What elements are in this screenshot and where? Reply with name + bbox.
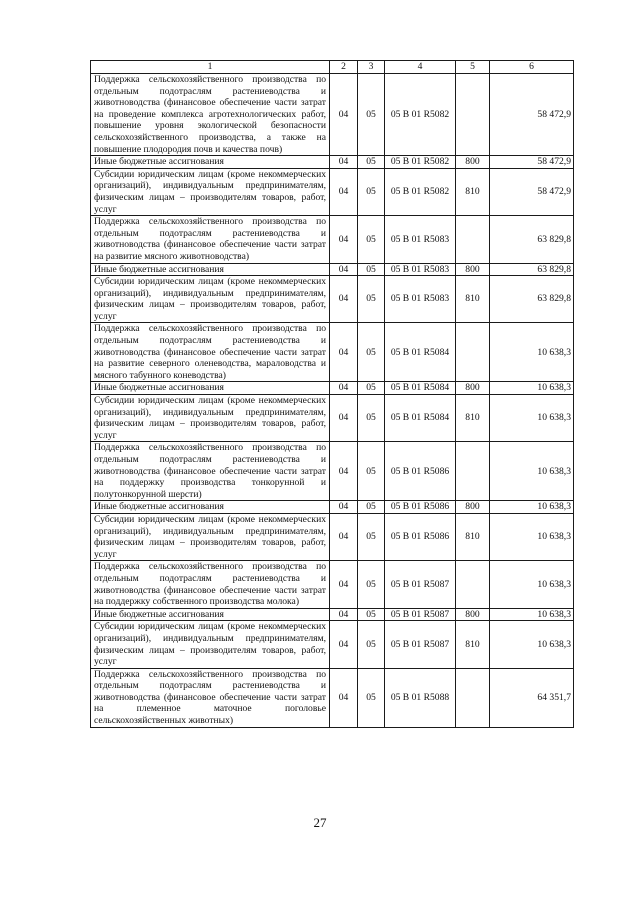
section-cell: 04 [330,668,358,727]
subsection-cell: 05 [358,608,385,621]
table-row [91,276,574,323]
table-row [91,442,574,501]
section-cell: 04 [330,156,358,169]
amount-cell: 64 351,7 [490,668,574,727]
table-header-row [91,61,574,74]
target-article-cell: 05 В 01 R5083 [385,276,456,323]
target-article-cell: 05 В 01 R5083 [385,216,456,263]
amount-cell: 58 472,9 [490,168,574,215]
subsection-cell: 05 [358,561,385,608]
column-header: 4 [385,61,456,74]
expense-type-cell [456,668,490,727]
table-row [91,216,574,263]
section-cell: 04 [330,263,358,276]
target-article-cell: 05 В 01 R5087 [385,621,456,668]
amount-cell: 58 472,9 [490,74,574,156]
target-article-cell: 05 В 01 R5086 [385,442,456,501]
section-cell: 04 [330,276,358,323]
section-cell: 04 [330,501,358,514]
table-row [91,168,574,215]
expense-type-cell [456,74,490,156]
subsection-cell: 05 [358,501,385,514]
expense-type-cell: 800 [456,382,490,395]
page-number: 27 [313,815,327,830]
description-cell: Иные бюджетные ассигнования [91,608,330,621]
section-cell: 04 [330,74,358,156]
description-cell: Поддержка сельскохозяйственного производства по отдельным подотраслям растениеводства и животноводства (финансовое обеспечение части затрат на поддержку производства тонкорунной и полутонкорунной шерсти) [91,442,330,501]
amount-cell: 10 638,3 [490,395,574,442]
expense-type-cell: 800 [456,156,490,169]
amount-cell: 58 472,9 [490,156,574,169]
target-article-cell: 05 В 01 R5083 [385,263,456,276]
table-row [91,668,574,727]
expense-type-cell [456,561,490,608]
target-article-cell: 05 В 01 R5082 [385,168,456,215]
description-cell: Субсидии юридическим лицам (кроме некоммерческих организаций), индивидуальным предпринимателям, физическим лицам – производителям товаров, работ, услуг [91,621,330,668]
subsection-cell: 05 [358,276,385,323]
target-article-cell: 05 В 01 R5086 [385,513,456,560]
description-cell: Поддержка сельскохозяйственного производства по отдельным подотраслям растениеводства и животноводства (финансовое обеспечение части затрат на развитие мясного животноводства) [91,216,330,263]
description-cell: Иные бюджетные ассигнования [91,156,330,169]
subsection-cell: 05 [358,668,385,727]
expense-type-cell: 800 [456,263,490,276]
description-cell: Иные бюджетные ассигнования [91,382,330,395]
description-cell: Поддержка сельскохозяйственного производства по отдельным подотраслям растениеводства и животноводства (финансовое обеспечение части затрат на проведение комплекса агротехнологических работ, повышение уровня экологической безопасности сельскохозяйственного производства, а также на повышение плодородия почв и качества почв) [91,74,330,156]
table-row [91,382,574,395]
amount-cell: 10 638,3 [490,513,574,560]
amount-cell: 10 638,3 [490,382,574,395]
section-cell: 04 [330,168,358,215]
description-cell: Субсидии юридическим лицам (кроме некоммерческих организаций), индивидуальным предпринимателям, физическим лицам – производителям товаров, работ, услуг [91,168,330,215]
subsection-cell: 05 [358,263,385,276]
amount-cell: 10 638,3 [490,323,574,382]
section-cell: 04 [330,513,358,560]
description-cell: Субсидии юридическим лицам (кроме некоммерческих организаций), индивидуальным предпринимателям, физическим лицам – производителям товаров, работ, услуг [91,395,330,442]
table-row [91,323,574,382]
target-article-cell: 05 В 01 R5084 [385,323,456,382]
expense-type-cell: 800 [456,501,490,514]
table-row [91,608,574,621]
subsection-cell: 05 [358,216,385,263]
target-article-cell: 05 В 01 R5087 [385,561,456,608]
section-cell: 04 [330,442,358,501]
subsection-cell: 05 [358,323,385,382]
column-header: 3 [358,61,385,74]
amount-cell: 10 638,3 [490,621,574,668]
table-row [91,74,574,156]
description-cell: Иные бюджетные ассигнования [91,263,330,276]
amount-cell: 10 638,3 [490,561,574,608]
subsection-cell: 05 [358,168,385,215]
amount-cell: 10 638,3 [490,442,574,501]
expense-type-cell [456,442,490,501]
amount-cell: 63 829,8 [490,216,574,263]
section-cell: 04 [330,621,358,668]
target-article-cell: 05 В 01 R5088 [385,668,456,727]
description-cell: Поддержка сельскохозяйственного производства по отдельным подотраслям растениеводства и животноводства (финансовое обеспечение части затрат на племенное маточное поголовье сельскохозяйственных животных) [91,668,330,727]
target-article-cell: 05 В 01 R5082 [385,156,456,169]
subsection-cell: 05 [358,74,385,156]
target-article-cell: 05 В 01 R5082 [385,74,456,156]
amount-cell: 63 829,8 [490,276,574,323]
subsection-cell: 05 [358,442,385,501]
expense-type-cell: 810 [456,513,490,560]
expense-type-cell: 810 [456,395,490,442]
table-row [91,501,574,514]
table-row [91,263,574,276]
table-row [91,156,574,169]
expense-type-cell: 810 [456,621,490,668]
expense-type-cell: 810 [456,168,490,215]
subsection-cell: 05 [358,156,385,169]
expense-type-cell: 810 [456,276,490,323]
target-article-cell: 05 В 01 R5084 [385,395,456,442]
section-cell: 04 [330,382,358,395]
section-cell: 04 [330,561,358,608]
table-row [91,561,574,608]
description-cell: Субсидии юридическим лицам (кроме некоммерческих организаций), индивидуальным предпринимателям, физическим лицам – производителям товаров, работ, услуг [91,513,330,560]
subsection-cell: 05 [358,621,385,668]
expense-type-cell [456,216,490,263]
subsection-cell: 05 [358,513,385,560]
section-cell: 04 [330,395,358,442]
table-row [91,395,574,442]
subsection-cell: 05 [358,395,385,442]
target-article-cell: 05 В 01 R5087 [385,608,456,621]
description-cell: Поддержка сельскохозяйственного производства по отдельным подотраслям растениеводства и животноводства (финансовое обеспечение части затрат на развитие северного оленеводства, мараловодства и мясного табунного коневодства) [91,323,330,382]
section-cell: 04 [330,608,358,621]
amount-cell: 63 829,8 [490,263,574,276]
table-body [91,61,574,728]
expense-type-cell [456,323,490,382]
target-article-cell: 05 В 01 R5084 [385,382,456,395]
table-row [91,621,574,668]
table-row [91,513,574,560]
target-article-cell: 05 В 01 R5086 [385,501,456,514]
column-header: 2 [330,61,358,74]
column-header: 6 [490,61,574,74]
column-header: 5 [456,61,490,74]
expense-type-cell: 800 [456,608,490,621]
amount-cell: 10 638,3 [490,501,574,514]
subsection-cell: 05 [358,382,385,395]
amount-cell: 10 638,3 [490,608,574,621]
description-cell: Поддержка сельскохозяйственного производства по отдельным подотраслям растениеводства и животноводства (финансовое обеспечение части затрат на поддержку собственного производства молока) [91,561,330,608]
section-cell: 04 [330,216,358,263]
column-header: 1 [91,61,330,74]
description-cell: Иные бюджетные ассигнования [91,501,330,514]
section-cell: 04 [330,323,358,382]
description-cell: Субсидии юридическим лицам (кроме некоммерческих организаций), индивидуальным предпринимателям, физическим лицам – производителям товаров, работ, услуг [91,276,330,323]
budget-table [90,60,574,728]
